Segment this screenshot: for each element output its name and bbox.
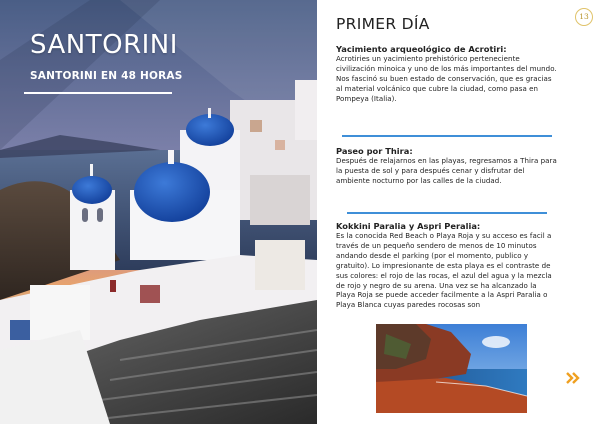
section-body: Es la conocida Red Beach o Playa Roja y su acceso es facil a través de un pequeño sendero de menos de 10 minutos andando desde el parking (por el momento, publico y gratuito). Lo impresionante de esta playa es el contraste de sus colores: el rojo de las rocas, el azul del agua y la mezcla de rojo y negro de su arena. Una vez se ha alcanzado la Playa Roja se puede acceder facilmente a la Aspri Paralia o Playa Blanca cuyas paredes rocosas son (336, 231, 552, 310)
section-thira (336, 146, 558, 186)
section-heading: Kokkini Paralia y Aspri Peralia: (336, 221, 481, 231)
hero-divider (24, 92, 172, 94)
hero-title: SANTORINI (30, 30, 178, 60)
section-divider (347, 212, 547, 214)
section-heading: Paseo por Thira: (336, 146, 413, 156)
section-divider (342, 135, 552, 137)
section-heading: Yacimiento arqueológico de Acrotiri: (336, 44, 507, 54)
hero-subtitle: SANTORINI EN 48 HORAS (30, 70, 183, 82)
section-acrotiri (336, 44, 558, 104)
section-kokkini (336, 221, 558, 310)
section-body: Después de relajarnos en las playas, regresamos a Thira para la puesta de sol y para después cenar y disfrutar del ambiente nocturno por las calles de la ciudad. (336, 156, 557, 185)
red-beach-photo (376, 324, 527, 413)
next-page-arrow-icon[interactable] (566, 369, 580, 381)
page-number-badge: 13 (575, 8, 593, 26)
section-body: Acrotiries un yacimiento prehistórico perteneciente civilización minoica y uno de los más importantes del mundo. Nos fascinó su buen estado de conservación, que es gracias al material volcánico que cubre la ciudad, como pasa en Pompeya (Italia). (336, 54, 557, 103)
day-title: PRIMER DÍA (336, 15, 430, 33)
